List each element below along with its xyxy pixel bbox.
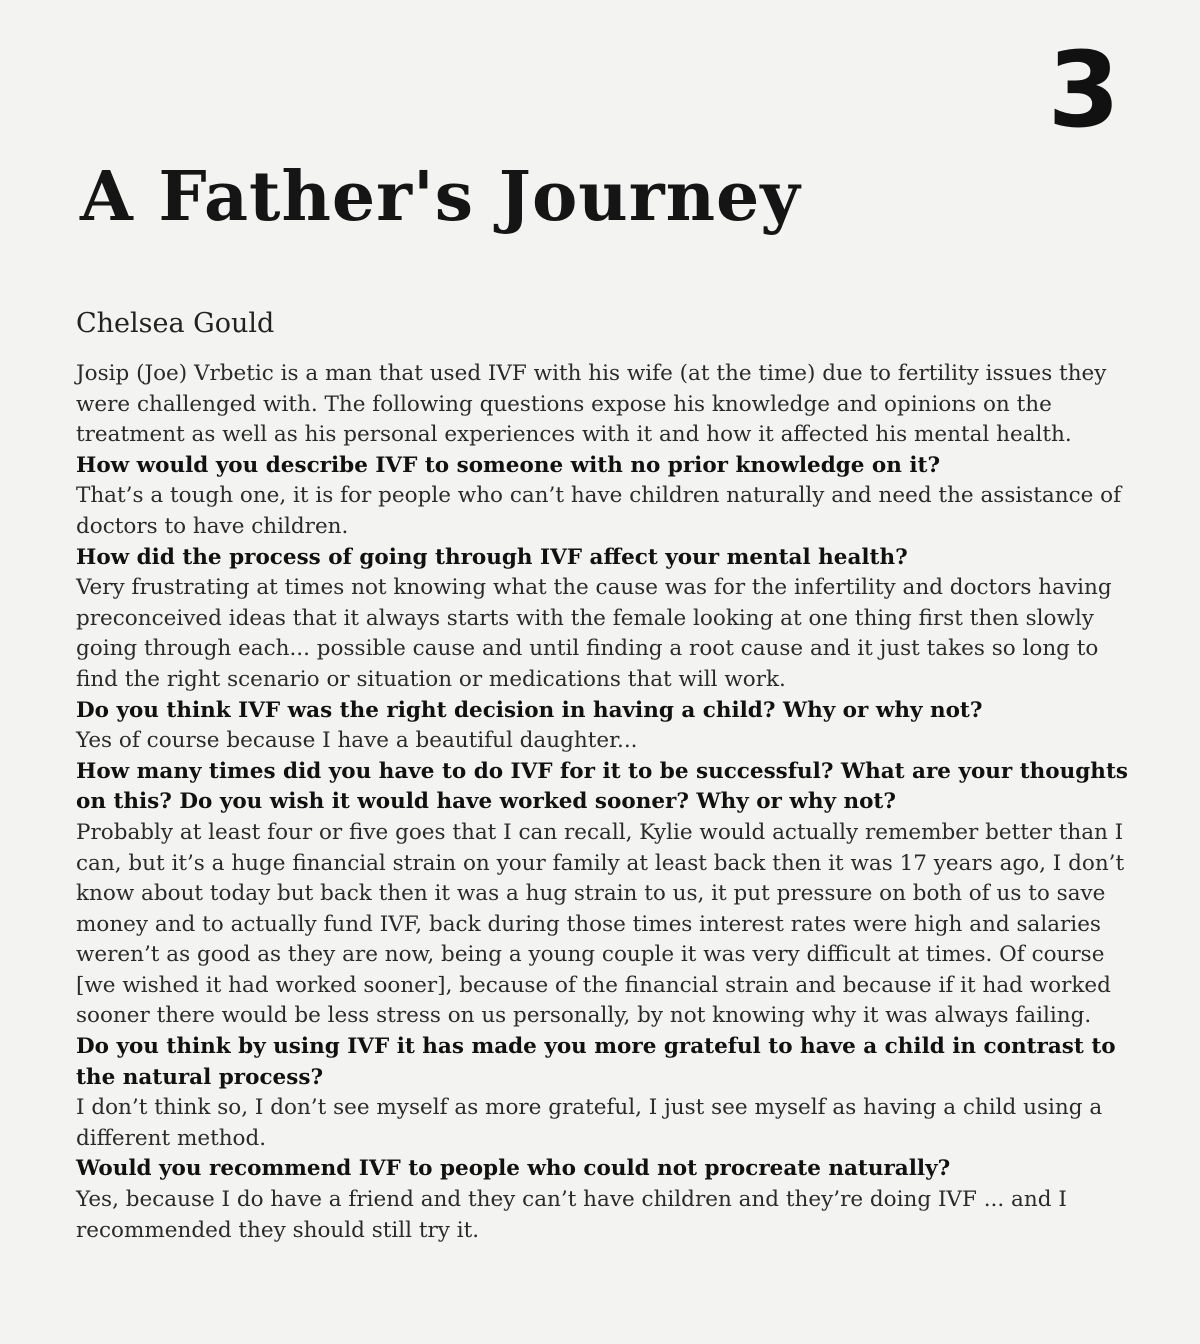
interview-answer: Very frustrating at times not knowing what the cause was for the infertility and doctors having preconceived ideas that it always starts with the female looking at one thing first then slowly going through each... possible cause and until finding a root cause and it just takes so long to find the right scenario or situation or medications that will work. (76, 575, 1112, 692)
interview-answer: I don’t think so, I don’t see myself as more grateful, I just see myself as having a child using a different method. (76, 1095, 1103, 1151)
chapter-number: 3 (1047, 29, 1118, 151)
author-name: Chelsea Gould (76, 308, 275, 339)
interview-question: How would you describe IVF to someone with no prior knowledge on it? (76, 452, 941, 478)
intro-paragraph: Josip (Joe) Vrbetic is a man that used IVF with his wife (at the time) due to fertility issues they were challenged with. The following questions expose his knowledge and opinions on the treatment as well as his personal experiences with it and how it affected his mental health. (76, 361, 1107, 448)
interview-question: Would you recommend IVF to people who could not procreate naturally? (76, 1156, 951, 1182)
interview-question: How did the process of going through IVF affect your mental health? (76, 544, 908, 570)
interview-answer: That’s a tough one, it is for people who can’t have children naturally and need the assistance of doctors to have children. (76, 483, 1122, 539)
interview-question: Do you think IVF was the right decision in having a child? Why or why not? (76, 697, 983, 723)
interview-answer: Yes, because I do have a friend and they can’t have children and they’re doing IVF ... and I recommended they should still try it. (76, 1187, 1067, 1243)
interview-question: Do you think by using IVF it has made you more grateful to have a child in contrast to the natural process? (76, 1034, 1116, 1090)
interview-question: How many times did you have to do IVF for it to be successful? What are your thoughts on this? Do you wish it would have worked sooner? Why or why not? (76, 758, 1128, 815)
interview-answer: Probably at least four or five goes that I can recall, Kylie would actually remember better than I can, but it’s a huge financial strain on your family at least back then it was 17 years ago, I don’t know about today but back then it was a hug strain to us, it put pressure on both of us to save money and to actually fund IVF, back during those times interest rates were high and salaries weren’t as good as they are now, being a young couple it was very difficult at times. Of course [we wished it had worked sooner], because of the financial strain and because if it had worked sooner there would be less stress on us personally, by not knowing why it was always failing. (76, 819, 1125, 1029)
chapter-title: A Father's Journey (80, 157, 801, 237)
interview-answer: Yes of course because I have a beautiful daughter... (76, 728, 638, 754)
article-body (76, 359, 1142, 1246)
